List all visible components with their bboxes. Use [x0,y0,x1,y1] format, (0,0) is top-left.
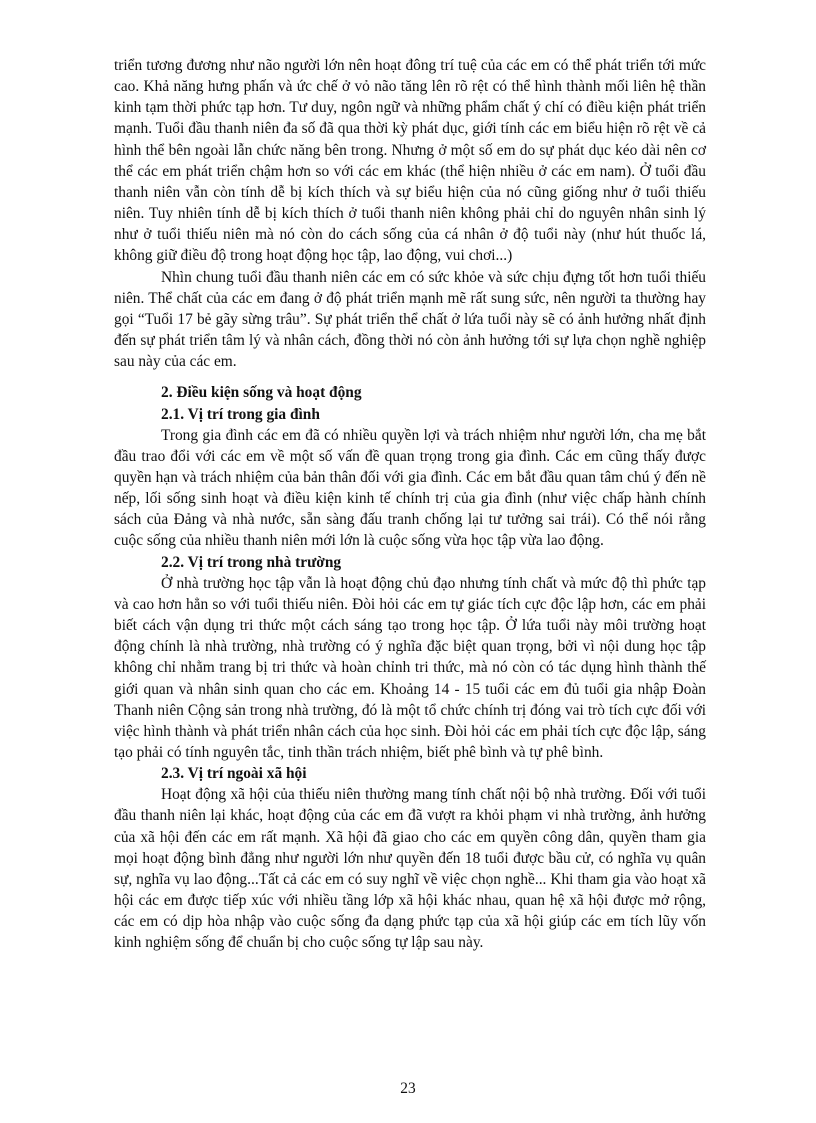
document-page [114,55,706,954]
paragraph-physiology-continuation: triển tương đương như não người lớn nên hoạt đông trí tuệ của các em có thể phát triển tới mức cao. Khả năng hưng phấn và ức chế ở vỏ não tăng lên rõ rệt có thể hình thành mối liên hệ thần kinh tạm thời phức tạp hơn. Tư duy, ngôn ngữ và những phẩm chất ý chí có điều kiện phát triển mạnh. Tuổi đầu thanh niên đa số đã qua thời kỳ phát dục, giới tính các em biểu hiện rõ rệt về cả hình thể bên ngoài lẫn chức năng bên trong. Nhưng ở một số em do sự phát dục kéo dài nên cơ thể các em phát triển chậm hơn so với các em khác (thể hiện nhiều ở các em nam). Ở tuổi đầu thanh niên vẫn còn tính dễ bị kích thích và sự biểu hiện của nó cũng giống như ở tuổi thiếu niên. Tuy nhiên tính dễ bị kích thích ở tuổi thanh niên không phải chỉ do nguyên nhân sinh lý như ở tuổi thiếu niên mà nó còn do cách sống của cá nhân ở độ tuổi này (như hút thuốc lá, không giữ điều độ trong hoạt động học tập, lao động, vui chơi...) [114,57,706,265]
subsection-heading-society: 2.3. Vị trí ngoài xã hội [161,765,307,783]
subsection-heading-family: 2.1. Vị trí trong gia đình [161,405,320,423]
paragraph-school-position: Ở nhà trường học tập vẫn là hoạt động chủ đạo nhưng tính chất và mức độ thì phức tạp và cao hơn hẳn so với tuổi thiếu niên. Đòi hỏi các em tự giác tích cực độc lập hơn, các em phải biết cách vận dụng tri thức một cách sáng tạo trong học tập. Ở lứa tuổi này môi trường hoạt động chính là nhà trường, nhà trường có ý nghĩa đặc biệt quan trọng, bởi vì nội dung học tập không chỉ nhằm trang bị tri thức và hoàn chỉnh tri thức, mà nó còn có tác dụng hình thành thế giới quan và nhân sinh quan cho các em. Khoảng 14 - 15 tuổi các em đủ tuổi gia nhập Đoàn Thanh niên Cộng sản trong nhà trường, đó là một tổ chức chính trị đóng vai trò tích cực đối với việc hình thành và phát triển nhân cách của học sinh. Đòi hỏi các em phải tích cực độc lập, sáng tạo phải có tính nguyên tắc, tinh thần trách nhiệm, biết phê bình và tự phê bình. [114,574,706,761]
subsection-heading-school: 2.2. Vị trí trong nhà trường [161,553,342,571]
page-number: 23 [400,1080,416,1097]
paragraph-physical-health: Nhìn chung tuổi đầu thanh niên các em có sức khỏe và sức chịu đựng tốt hơn tuổi thiếu niên. Thể chất của các em đang ở độ phát triển mạnh mẽ rất sung sức, nên người ta thường hay gọi “Tuổi 17 bẻ gãy sừng trâu”. Sự phát triển thể chất ở lứa tuổi này sẽ có ảnh hưởng nhất định đến sự phát triển tâm lý và nhân cách, đồng thời nó còn ảnh hưởng tới sự lựa chọn nghề nghiệp sau này của các em. [114,268,706,371]
section-heading-living-conditions: 2. Điều kiện sống và hoạt động [161,384,362,402]
paragraph-society-position: Hoạt động xã hội của thiếu niên thường mang tính chất nội bộ nhà trường. Đối với tuổi đầu thanh niên lại khác, hoạt động của các em đã vượt ra khỏi phạm vi nhà trường, ảnh hưởng của xã hội đến các em rất mạnh. Xã hội đã giao cho các em quyền công dân, quyền tham gia mọi hoạt động bình đẳng như người lớn như quyền đến 18 tuổi được bầu cử, có nghĩa vụ quân sự, nghĩa vụ lao động...Tất cả các em có suy nghĩ về việc chọn nghề... Khi tham gia vào hoạt xã hội các em được tiếp xúc với nhiều tầng lớp xã hội khác nhau, quan hệ xã hội được mở rộng, các em có dịp hòa nhập vào cuộc sống đa dạng phức tạp của xã hội giúp các em tích lũy vốn kinh nghiệm sống để chuẩn bị cho cuộc sống tự lập sau này. [114,786,706,952]
paragraph-family-position: Trong gia đình các em đã có nhiều quyền lợi và trách nhiệm như người lớn, cha mẹ bắt đầu trao đổi với các em về một số vấn đề quan trọng trong gia đình. Các em cũng thấy được quyền hạn và trách nhiệm của bản thân đối với gia đình. Các em bắt đầu quan tâm chú ý đến nề nếp, lối sống sinh hoạt và điều kiện kinh tế chính trị của gia đình (như việc chấp hành chính sách của Đảng và nhà nước, sẵn sàng đấu tranh chống lại tư tưởng sai trái). Có thể nói rằng cuộc sống của nhiều thanh niên mới lớn là cuộc sống vừa học tập vừa lao động. [114,426,706,550]
